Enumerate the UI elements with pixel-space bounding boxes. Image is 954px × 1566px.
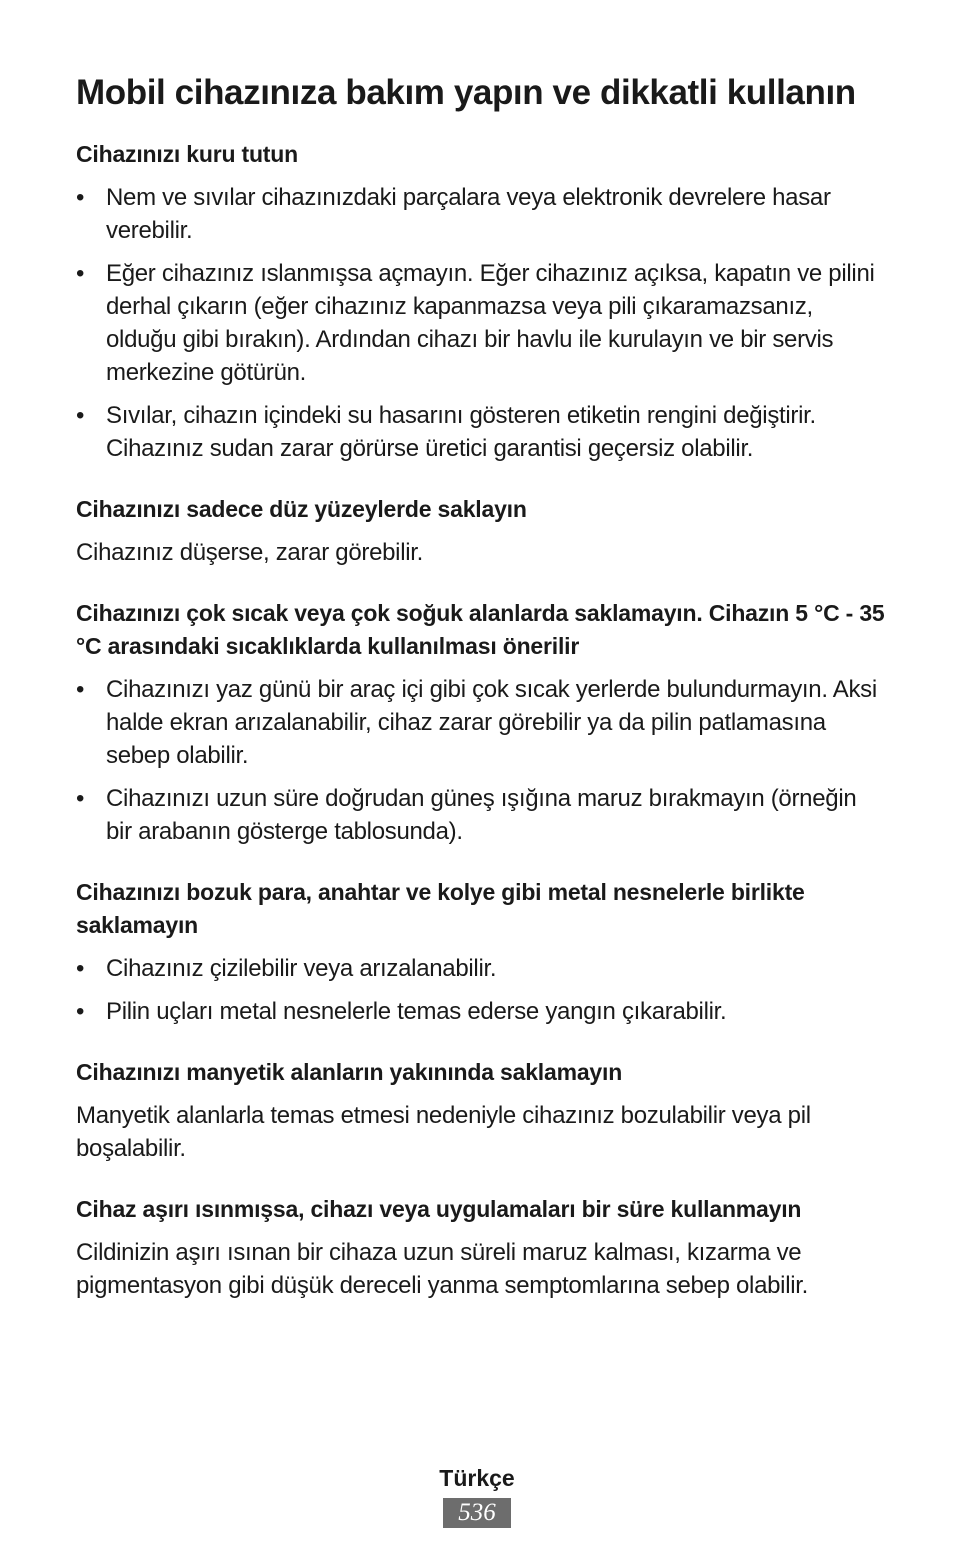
bullet-icon: •: [76, 785, 85, 812]
section-keep-dry: [76, 138, 888, 465]
list-item: [76, 782, 888, 848]
section-temperature: [76, 597, 888, 848]
section-heading: Cihazınızı kuru tutun: [76, 141, 298, 167]
section-heading: Cihaz aşırı ısınmışsa, cihazı veya uygulamaları bir süre kullanmayın: [76, 1196, 802, 1222]
page-title: Mobil cihazınıza bakım yapın ve dikkatli kullanın: [76, 73, 856, 112]
section-heading: Cihazınızı çok sıcak veya çok soğuk alanlarda saklamayın. Cihazın 5 °C - 35 °C arasındaki sıcaklıklarda kullanılması önerilir: [76, 600, 885, 659]
section-flat-surface: [76, 493, 888, 569]
bullet-icon: •: [76, 998, 85, 1025]
bullet-icon: •: [76, 184, 85, 211]
list-item-text: Cihazınızı yaz günü bir araç içi gibi çok sıcak yerlerde bulundurmayın. Aksi halde ekran arızalanabilir, cihaz zarar görebilir ya da pilin patlamasına sebep olabilir.: [106, 676, 877, 769]
list-item-text: Cihazınızı uzun süre doğrudan güneş ışığına maruz bırakmayın (örneğin bir arabanın gösterge tablosunda).: [106, 785, 857, 845]
list-item: [76, 181, 888, 247]
list-item-text: Eğer cihazınız ıslanmışsa açmayın. Eğer cihazınız açıksa, kapatın ve pilini derhal çıkarın (eğer cihazınız kapanmazsa veya pili çıkaramazsanız, olduğu gibi bırakın). Ardından cihazı bir havlu ile kurulayın ve bir servis merkezine götürün.: [106, 260, 875, 386]
list-item: [76, 257, 888, 389]
bullet-icon: •: [76, 676, 85, 703]
list-item: [76, 995, 888, 1028]
section-paragraph: Manyetik alanlarla temas etmesi nedeniyle cihazınız bozulabilir veya pil boşalabilir.: [76, 1102, 811, 1162]
section-paragraph: Cildinizin aşırı ısınan bir cihaza uzun süreli maruz kalması, kızarma ve pigmentasyon gibi düşük dereceli yanma semptomlarına sebep olabilir.: [76, 1239, 809, 1299]
list-item: [76, 952, 888, 985]
list-item-text: Pilin uçları metal nesnelerle temas ederse yangın çıkarabilir.: [106, 998, 727, 1025]
footer-language: Türkçe: [439, 1465, 515, 1491]
bullet-icon: •: [76, 260, 85, 287]
section-paragraph: Cihazınız düşerse, zarar görebilir.: [76, 539, 423, 566]
bullet-icon: •: [76, 955, 85, 982]
list-item-text: Cihazınız çizilebilir veya arızalanabilir.: [106, 955, 497, 982]
section-heading: Cihazınızı bozuk para, anahtar ve kolye gibi metal nesnelerle birlikte saklamayın: [76, 879, 805, 938]
list-item-text: Nem ve sıvılar cihazınızdaki parçalara veya elektronik devrelere hasar verebilir.: [106, 184, 831, 244]
section-metal-objects: [76, 876, 888, 1028]
page-footer: [0, 1462, 954, 1528]
bullet-icon: •: [76, 402, 85, 429]
bullet-list: [76, 673, 888, 848]
list-item: [76, 399, 888, 465]
document-page: [76, 70, 888, 1322]
bullet-list: [76, 181, 888, 465]
list-item: [76, 673, 888, 772]
section-overheating: [76, 1193, 888, 1302]
bullet-list: [76, 952, 888, 1028]
list-item-text: Sıvılar, cihazın içindeki su hasarını gösteren etiketin rengini değiştirir. Cihazınız sudan zarar görürse üretici garantisi geçersiz olabilir.: [106, 402, 816, 462]
page-number: 536: [443, 1498, 511, 1528]
section-heading: Cihazınızı sadece düz yüzeylerde saklayın: [76, 496, 527, 522]
section-heading: Cihazınızı manyetik alanların yakınında saklamayın: [76, 1059, 623, 1085]
section-magnetic-fields: [76, 1056, 888, 1165]
